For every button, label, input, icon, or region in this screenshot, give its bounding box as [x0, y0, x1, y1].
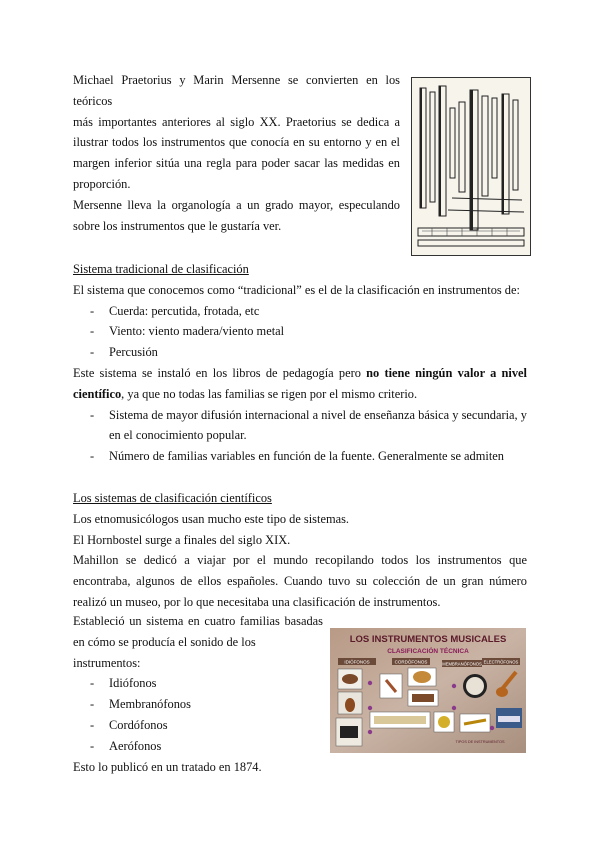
closing-line: Esto lo publicó en un tratado en 1874.: [73, 759, 262, 774]
list-item: - Idiófonos: [73, 673, 323, 694]
instruments-poster-image: [330, 628, 526, 753]
families-block: [73, 611, 323, 777]
families-list: [73, 673, 323, 756]
traditional-list: [73, 301, 527, 363]
scientific-p1: Los etnomusicólogos usan mucho este tipo de sistemas.: [73, 511, 350, 526]
traditional-paragraph: Este sistema se instaló en los libros de pedagogía pero no tiene ningún valor a nivel científico, ya que no todas las familias se rigen por el mismo criterio.: [73, 365, 527, 401]
traditional-heading: Sistema tradicional de clasificación: [73, 262, 249, 276]
scientific-p2: El Hornbostel surge a finales del siglo XIX.: [73, 532, 291, 547]
list-item: - Número de familias variables en función de la fuente. Generalmente se admiten: [73, 446, 527, 467]
intro-line: Mersenne lleva la organología a un grado mayor, especulando: [73, 197, 400, 212]
intro-line: ilustrar todos los instrumentos que conocía en su entorno y en el: [73, 135, 400, 150]
traditional-intro: El sistema que conocemos como “tradicional” es el de la clasificación en instrumentos de:: [73, 282, 520, 297]
intro-line: más importantes anteriores al siglo XX. Praetorius se dedica a: [73, 114, 400, 129]
intro-paragraph: [73, 70, 400, 236]
list-item: - Percusión: [73, 342, 527, 363]
list-item: - Sistema de mayor difusión internacional a nivel de enseñanza básica y secundaria, y en el conocimiento popular.: [73, 405, 527, 447]
families-intro-line: en cómo se producía el sonido de los instrumentos:: [73, 634, 256, 670]
list-item: - Cordófonos: [73, 715, 323, 736]
praetorius-engraving-image: [411, 77, 531, 256]
scientific-p3: Mahillon se dedicó a viajar por el mundo recopilando todos los instrumentos que encontraba, algunos de ellos españoles. Cuando tuvo su colección de un gran número realizó un museo, por lo que necesitaba una clasificación de instrumentos.: [73, 553, 527, 609]
poster-footer: TIPOS DE INSTRUMENTOS: [455, 740, 505, 744]
scientific-heading: Los sistemas de clasificación científicos: [73, 491, 272, 505]
intro-line: Michael Praetorius y Marin Mersenne se convierten en los teóricos: [73, 73, 400, 108]
intro-line: proporción.: [73, 176, 131, 191]
traditional-section: [73, 259, 527, 467]
intro-line: margen inferior sitúa una regla para poder sacar las medidas en: [73, 156, 400, 171]
list-item: - Membranófonos: [73, 694, 323, 715]
poster-subtitle: CLASIFICACIÓN TÉCNICA: [387, 648, 469, 655]
engraving-illustration-icon: [412, 78, 530, 255]
scientific-section: [73, 488, 527, 613]
poster-label: CORDÓFONOS: [394, 659, 428, 665]
poster-label: MEMBRANÓFONOS: [442, 661, 482, 667]
poster-label: ELECTRÓFONOS: [483, 659, 519, 665]
intro-line: sobre los instrumentos que le gustaría ver.: [73, 218, 282, 233]
traditional-notes: [73, 405, 527, 467]
list-item: - Aerófonos: [73, 736, 323, 757]
families-intro-line: Estableció un sistema en cuatro familias basadas: [73, 614, 323, 628]
poster-label: IDIÓFONOS: [344, 659, 370, 665]
poster-illustration: [330, 628, 526, 753]
poster-title: LOS INSTRUMENTOS MUSICALES: [349, 634, 507, 645]
list-item: - Viento: viento madera/viento metal: [73, 321, 527, 342]
list-item: - Cuerda: percutida, frotada, etc: [73, 301, 527, 322]
